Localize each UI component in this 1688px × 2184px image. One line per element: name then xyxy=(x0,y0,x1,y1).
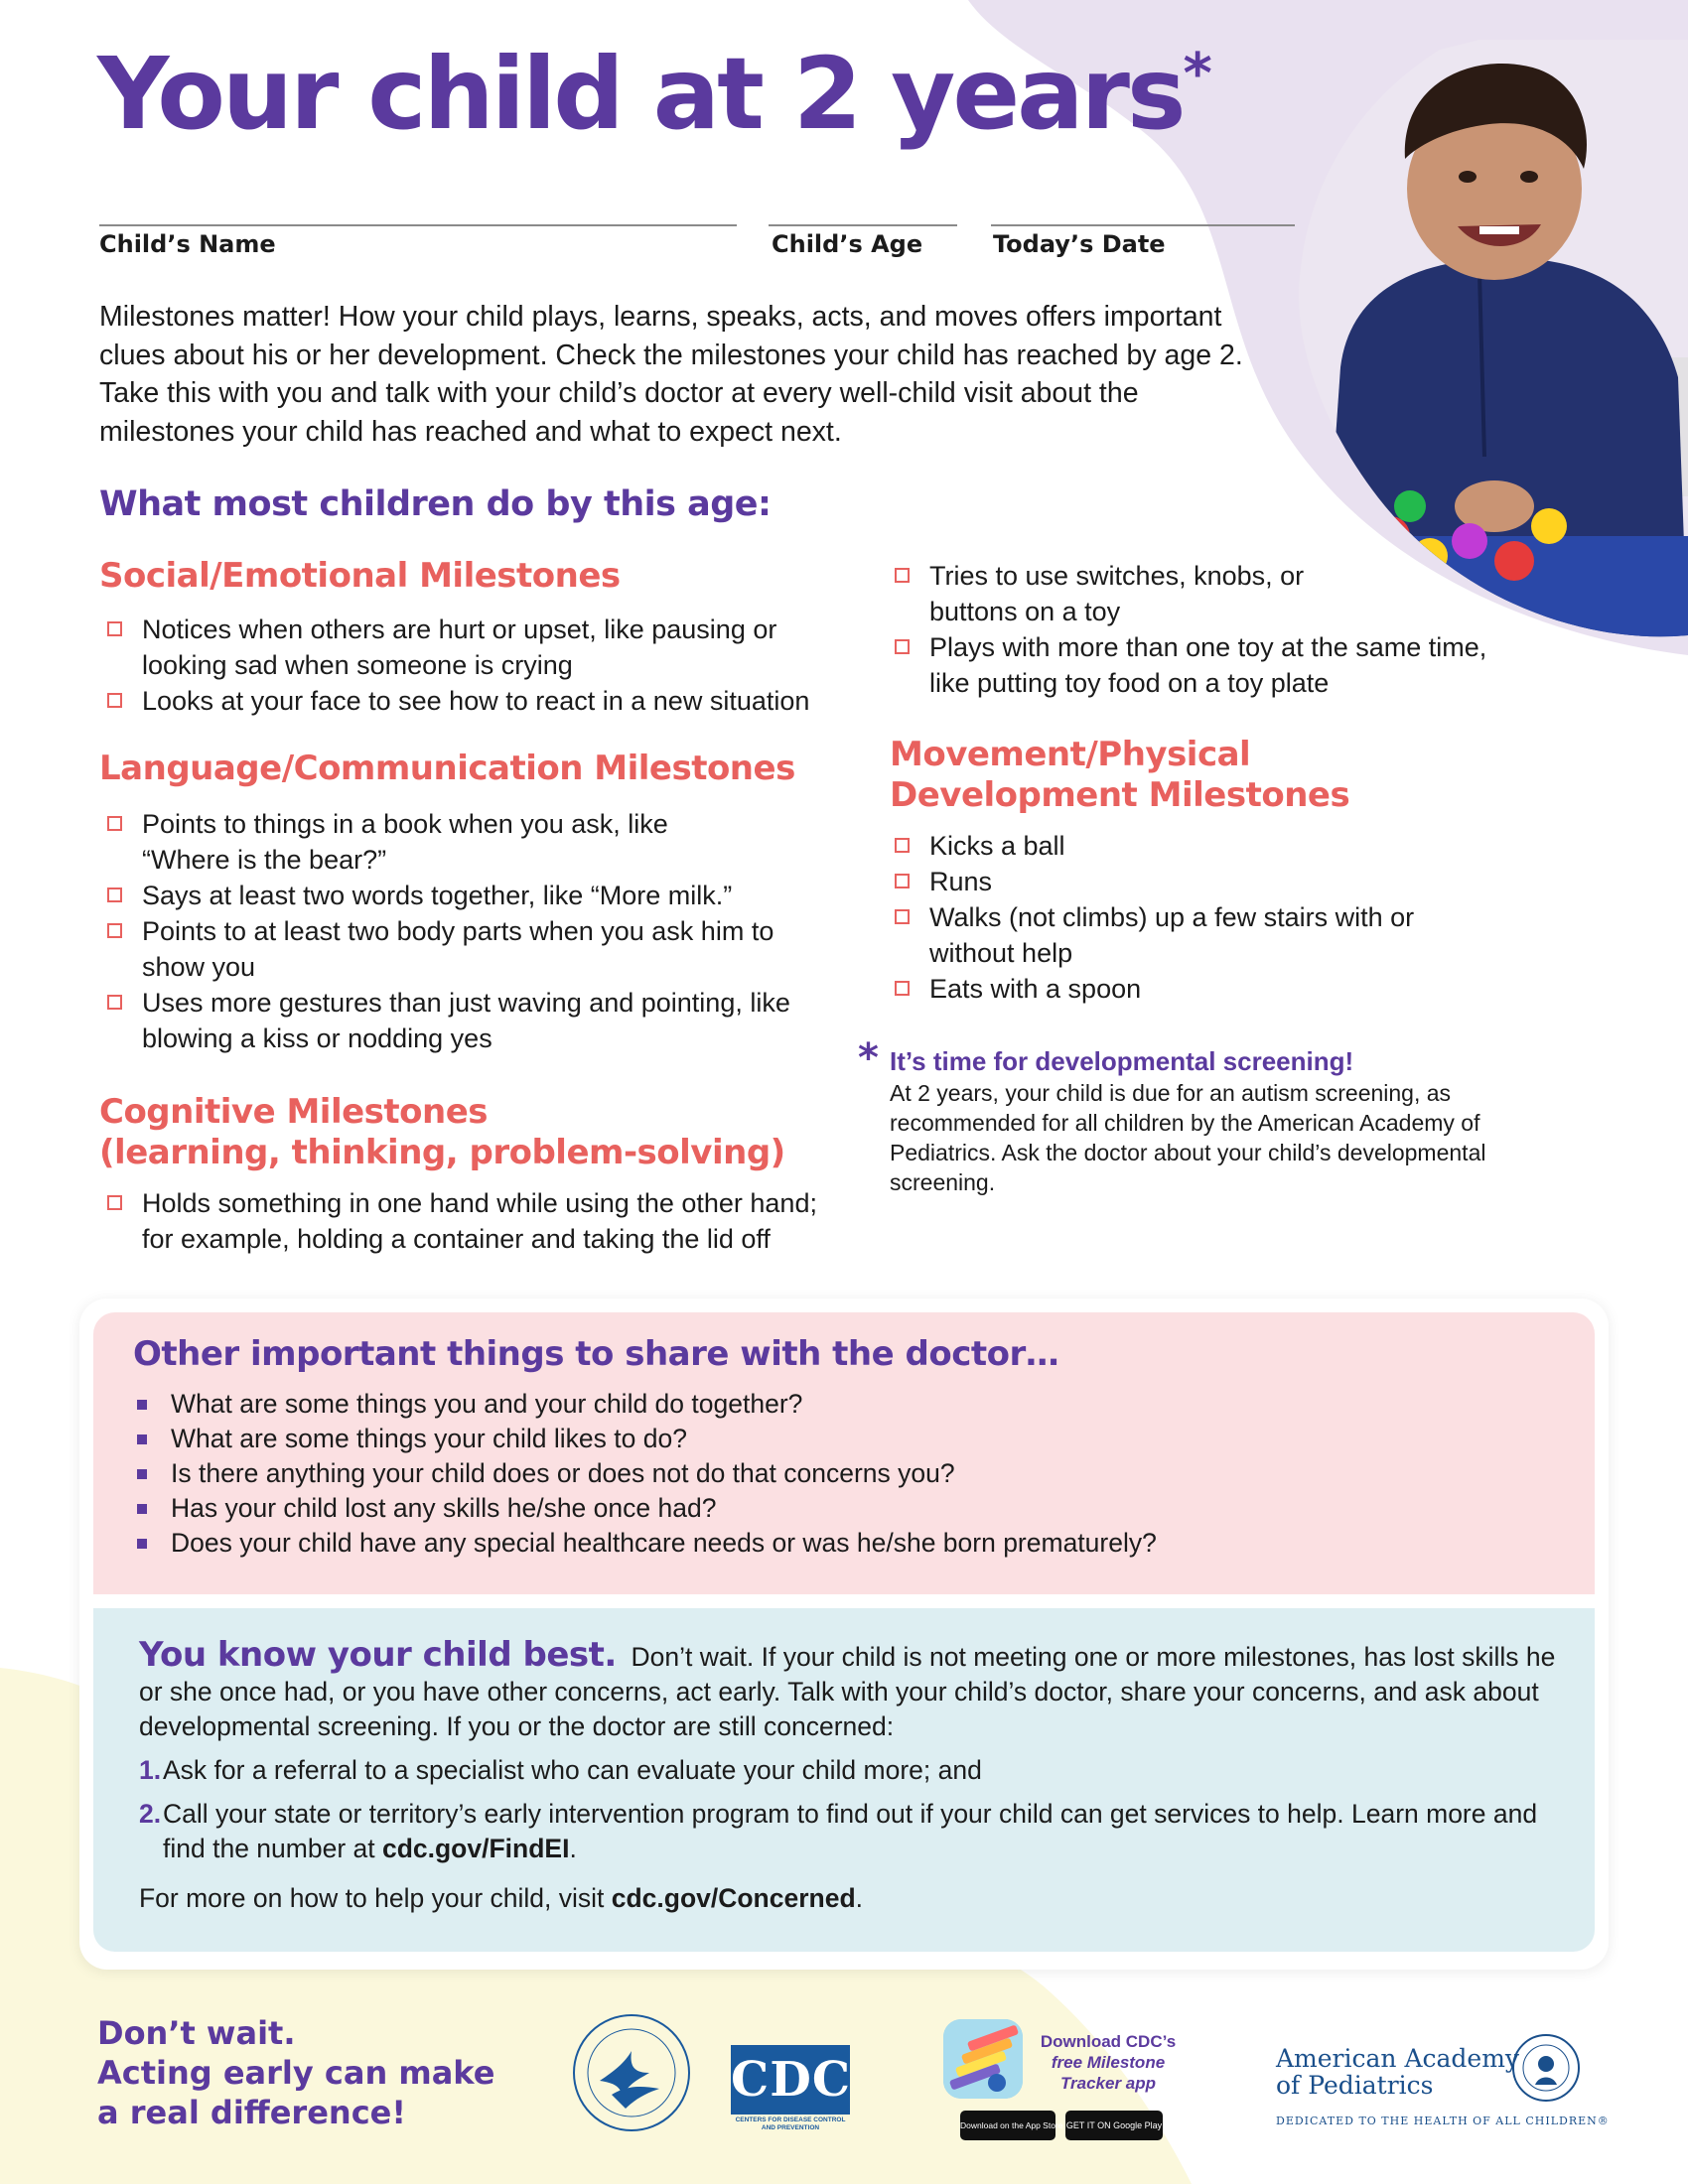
checkbox[interactable] xyxy=(107,816,122,831)
milestone-checkbox-item[interactable]: Runs xyxy=(887,864,1502,899)
cognitive-heading: Cognitive Milestones (learning, thinking, problem-solving) xyxy=(99,1092,785,1172)
know-your-child-heading: You know your child best. xyxy=(139,1635,617,1675)
milestone-checkbox-item[interactable]: Holds something in one hand while using the other hand; for example, holding a container and taking the lid off xyxy=(99,1185,834,1257)
checkbox[interactable] xyxy=(107,995,122,1010)
find-ei-link[interactable]: cdc.gov/FindEI xyxy=(381,1834,570,1863)
checkbox[interactable] xyxy=(895,568,910,583)
question-item: Is there anything your child does or does not do that concerns you? xyxy=(137,1456,955,1491)
aap-seal-icon xyxy=(1511,2033,1581,2103)
question-item: Does your child have any special healthcare needs or was he/she born prematurely? xyxy=(137,1526,1157,1561)
bullet-icon xyxy=(137,1469,147,1479)
milestone-checkbox-item[interactable]: Plays with more than one toy at the same time, like putting toy food on a toy plate xyxy=(887,629,1522,701)
checkbox[interactable] xyxy=(107,887,122,902)
milestones-heading: What most children do by this age: xyxy=(99,484,772,524)
aap-tagline: DEDICATED TO THE HEALTH OF ALL CHILDREN® xyxy=(1276,2115,1610,2127)
step-item: 2. Call your state or territory’s early intervention program to find out if your child can get services to help. Learn more and find the number at cdc.gov/FindEI. xyxy=(139,1799,1538,1863)
checkbox[interactable] xyxy=(107,693,122,708)
app-download-text: Download CDC’s free Milestone Tracker app xyxy=(1040,2032,1177,2093)
know-your-child-panel xyxy=(93,1608,1595,1952)
checkbox[interactable] xyxy=(895,838,910,853)
child-photo xyxy=(1281,40,1688,655)
bullet-icon xyxy=(137,1434,147,1444)
checkbox[interactable] xyxy=(107,923,122,938)
app-store-badge[interactable]: Download on the App Store xyxy=(960,2111,1055,2140)
checkbox[interactable] xyxy=(895,909,910,924)
cdc-logo: CDC CENTERS FOR DISEASE CONTROL AND PREVENTION xyxy=(731,2045,850,2134)
child-age-label: Child’s Age xyxy=(772,230,923,258)
intro-paragraph: Milestones matter! How your child plays, learns, speaks, acts, and moves offers important clues about his or her development. Check the milestones your child has reached by age 2. Take this with you and talk with your child’s doctor at every well-child visit about the milestones your child has reached and what to expect next. xyxy=(99,301,1243,448)
milestone-checkbox-item[interactable]: Walks (not climbs) up a few stairs with or without help xyxy=(887,899,1463,971)
dont-wait-message: Don’t wait. Acting early can make a real difference! xyxy=(97,2014,495,2131)
page-title: Your child at 2 years* xyxy=(97,36,1209,152)
checkbox[interactable] xyxy=(895,874,910,888)
milestone-checkbox-item[interactable]: Points to at least two body parts when you ask him to show you xyxy=(99,913,794,985)
milestone-checkbox-item[interactable]: Eats with a spoon xyxy=(887,971,1502,1007)
step-item: 1. Ask for a referral to a specialist who can evaluate your child more; and xyxy=(139,1755,982,1785)
screening-note-body: At 2 years, your child is due for an autism screening, as recommended for all children by the American Academy of Pediatrics. Ask the doctor about your child’s developmental screening. xyxy=(890,1080,1486,1195)
milestone-checkbox-item[interactable]: Points to things in a book when you ask, like “Where is the bear?” xyxy=(99,806,735,878)
todays-date-label: Today’s Date xyxy=(993,230,1166,258)
milestone-checkbox-item[interactable]: Says at least two words together, like “More milk.” xyxy=(99,878,854,913)
milestone-tracker-app-icon[interactable] xyxy=(943,2019,1023,2099)
movement-physical-heading: Movement/Physical Development Milestones xyxy=(890,735,1350,815)
language-communication-heading: Language/Communication Milestones xyxy=(99,749,795,788)
checkbox[interactable] xyxy=(895,981,910,996)
app-stripes-icon xyxy=(943,2019,1023,2099)
social-emotional-heading: Social/Emotional Milestones xyxy=(99,556,621,596)
child-name-line[interactable] xyxy=(99,224,737,226)
child-age-line[interactable] xyxy=(769,224,957,226)
aap-logo-text: American Academy of Pediatrics xyxy=(1276,2044,1520,2100)
other-things-panel xyxy=(93,1312,1595,1594)
google-play-badge[interactable]: GET IT ON Google Play xyxy=(1065,2111,1163,2140)
concerned-link[interactable]: cdc.gov/Concerned xyxy=(611,1883,856,1913)
question-item: What are some things you and your child do together? xyxy=(137,1387,802,1422)
know-your-child-text: You know your child best. Don’t wait. If your child is not meeting one or more milestones, has lost skills he or she once had, or you have other concerns, act early. Talk with your child’s doctor, share your concerns, and ask about developmental screening. If you or the doctor are still concerned: xyxy=(139,1635,1556,1741)
milestone-checkbox-item[interactable]: Tries to use switches, knobs, or buttons on a toy xyxy=(887,558,1324,629)
screening-note-title: It’s time for developmental screening! xyxy=(890,1046,1354,1076)
milestone-checkbox-item[interactable]: Kicks a ball xyxy=(887,828,1502,864)
milestone-checkbox-item[interactable]: Notices when others are hurt or upset, like pausing or looking sad when someone is crying xyxy=(99,612,814,683)
title-asterisk: * xyxy=(1183,42,1209,106)
hhs-eagle-seal-icon xyxy=(570,2011,693,2134)
question-item: Has your child lost any skills he/she once had? xyxy=(137,1491,716,1526)
todays-date-line[interactable] xyxy=(991,224,1295,226)
checkbox[interactable] xyxy=(895,639,910,654)
bullet-icon xyxy=(137,1539,147,1549)
other-things-heading: Other important things to share with the doctor… xyxy=(133,1334,1059,1374)
more-info-text: For more on how to help your child, visit cdc.gov/Concerned. xyxy=(139,1883,864,1913)
bullet-icon xyxy=(137,1400,147,1410)
question-item: What are some things your child likes to do? xyxy=(137,1422,687,1456)
checkbox[interactable] xyxy=(107,1195,122,1210)
child-name-label: Child’s Name xyxy=(99,230,276,258)
milestone-checkbox-item[interactable]: Uses more gestures than just waving and pointing, like blowing a kiss or nodding yes xyxy=(99,985,814,1056)
asterisk-icon: * xyxy=(858,1035,879,1081)
milestone-checkbox-item[interactable]: Looks at your face to see how to react in a new situation xyxy=(99,683,814,719)
bullet-icon xyxy=(137,1504,147,1514)
checkbox[interactable] xyxy=(107,621,122,636)
